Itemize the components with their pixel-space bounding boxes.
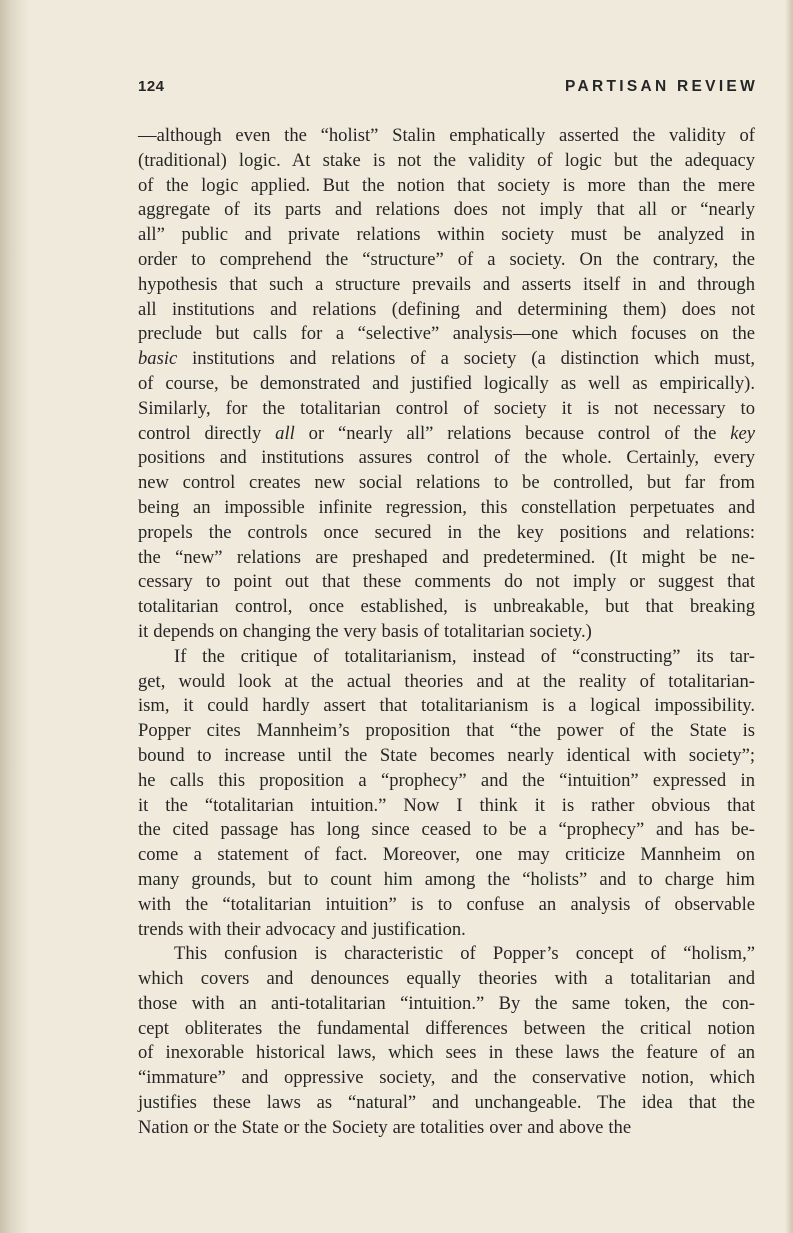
text-line: cept obliterates the fundamental differences between the critical notion	[138, 1017, 755, 1039]
text-line: aggregate of its parts and relations does not imply that all or “nearly	[138, 199, 755, 221]
text-line: all institutions and relations (defining and determining them) does not	[138, 298, 755, 320]
running-head	[138, 78, 758, 112]
text-line: bound to increase until the State becomes nearly identical with society”;	[138, 744, 755, 766]
text-line: This confusion is characteristic of Popper’s concept of “holism,”	[174, 943, 755, 965]
text-line: of course, be demonstrated and justified logically as well as empirically).	[138, 372, 755, 394]
text-line: get, would look at the actual theories and at the reality of totalitarian-	[138, 670, 755, 692]
page-number: 124	[138, 78, 165, 95]
journal-title: PARTISAN REVIEW	[564, 78, 758, 95]
text-line: of inexorable historical laws, which sees in these laws the feature of an	[138, 1042, 755, 1064]
paragraph	[138, 645, 755, 943]
text-line: with the “totalitarian intuition” is to confuse an analysis of observable	[138, 893, 755, 915]
text-line: control directly all or “nearly all” relations because control of the key	[138, 422, 755, 444]
text-line: trends with their advocacy and justification.	[138, 918, 466, 940]
text-line: it depends on changing the very basis of totalitarian society.)	[138, 620, 592, 642]
text-line: those with an anti-totalitarian “intuition.” By the same token, the con-	[138, 992, 755, 1014]
text-line: cessary to point out that these comments do not imply or suggest that	[138, 571, 755, 593]
text-line: the cited passage has long since ceased to be a “prophecy” and has be-	[138, 819, 755, 841]
text-line: “immature” and oppressive society, and the conservative notion, which	[138, 1067, 755, 1089]
text-line: Popper cites Mannheim’s proposition that “the power of the State is	[138, 720, 755, 742]
text-line: the “new” relations are preshaped and predetermined. (It might be ne-	[138, 546, 755, 568]
text-line: (traditional) logic. At stake is not the validity of logic but the adequacy	[138, 149, 755, 171]
text-line: positions and institutions assures control of the whole. Certainly, every	[138, 447, 755, 469]
text-line: which covers and denounces equally theories with a totalitarian and	[138, 968, 755, 990]
body-text	[138, 124, 755, 1141]
text-line: new control creates new social relations to be controlled, but far from	[138, 472, 755, 494]
text-line: propels the controls once secured in the key positions and relations:	[138, 521, 755, 543]
text-line: Similarly, for the totalitarian control of society it is not necessary to	[138, 397, 755, 419]
text-line: come a statement of fact. Moreover, one may criticize Mannheim on	[138, 844, 755, 866]
text-line: all” public and private relations within society must be analyzed in	[138, 224, 755, 246]
text-line: hypothesis that such a structure prevails and asserts itself in and through	[138, 273, 755, 295]
text-line: preclude but calls for a “selective” analysis—one which focuses on the	[138, 323, 755, 345]
paragraph	[138, 124, 755, 645]
text-line: If the critique of totalitarianism, instead of “constructing” its tar-	[174, 645, 755, 667]
text-line: it the “totalitarian intuition.” Now I think it is rather obvious that	[138, 794, 755, 816]
text-line: being an impossible infinite regression, this constellation perpetuates and	[138, 496, 755, 518]
text-line: ism, it could hardly assert that totalitarianism is a logical impossibility.	[138, 695, 755, 717]
text-line: totalitarian control, once established, is unbreakable, but that breaking	[138, 596, 755, 618]
book-binding-shadow	[0, 0, 30, 1233]
page-edge-shadow	[785, 0, 793, 1233]
text-line: —although even the “holist” Stalin emphatically asserted the validity of	[138, 125, 755, 146]
text-line: Nation or the State or the Society are totalities over and above the	[138, 1116, 632, 1138]
text-line: order to comprehend the “structure” of a society. On the contrary, the	[138, 248, 755, 270]
text-line: justifies these laws as “natural” and unchangeable. The idea that the	[138, 1092, 755, 1114]
paragraph	[138, 942, 755, 1140]
text-line: of the logic applied. But the notion that society is more than the mere	[138, 174, 755, 196]
text-line: he calls this proposition a “prophecy” and the “intuition” expressed in	[138, 769, 755, 791]
text-line: basic institutions and relations of a society (a distinction which must,	[138, 348, 756, 370]
text-line: many grounds, but to count him among the “holists” and to charge him	[138, 868, 755, 890]
book-page	[138, 78, 758, 1141]
